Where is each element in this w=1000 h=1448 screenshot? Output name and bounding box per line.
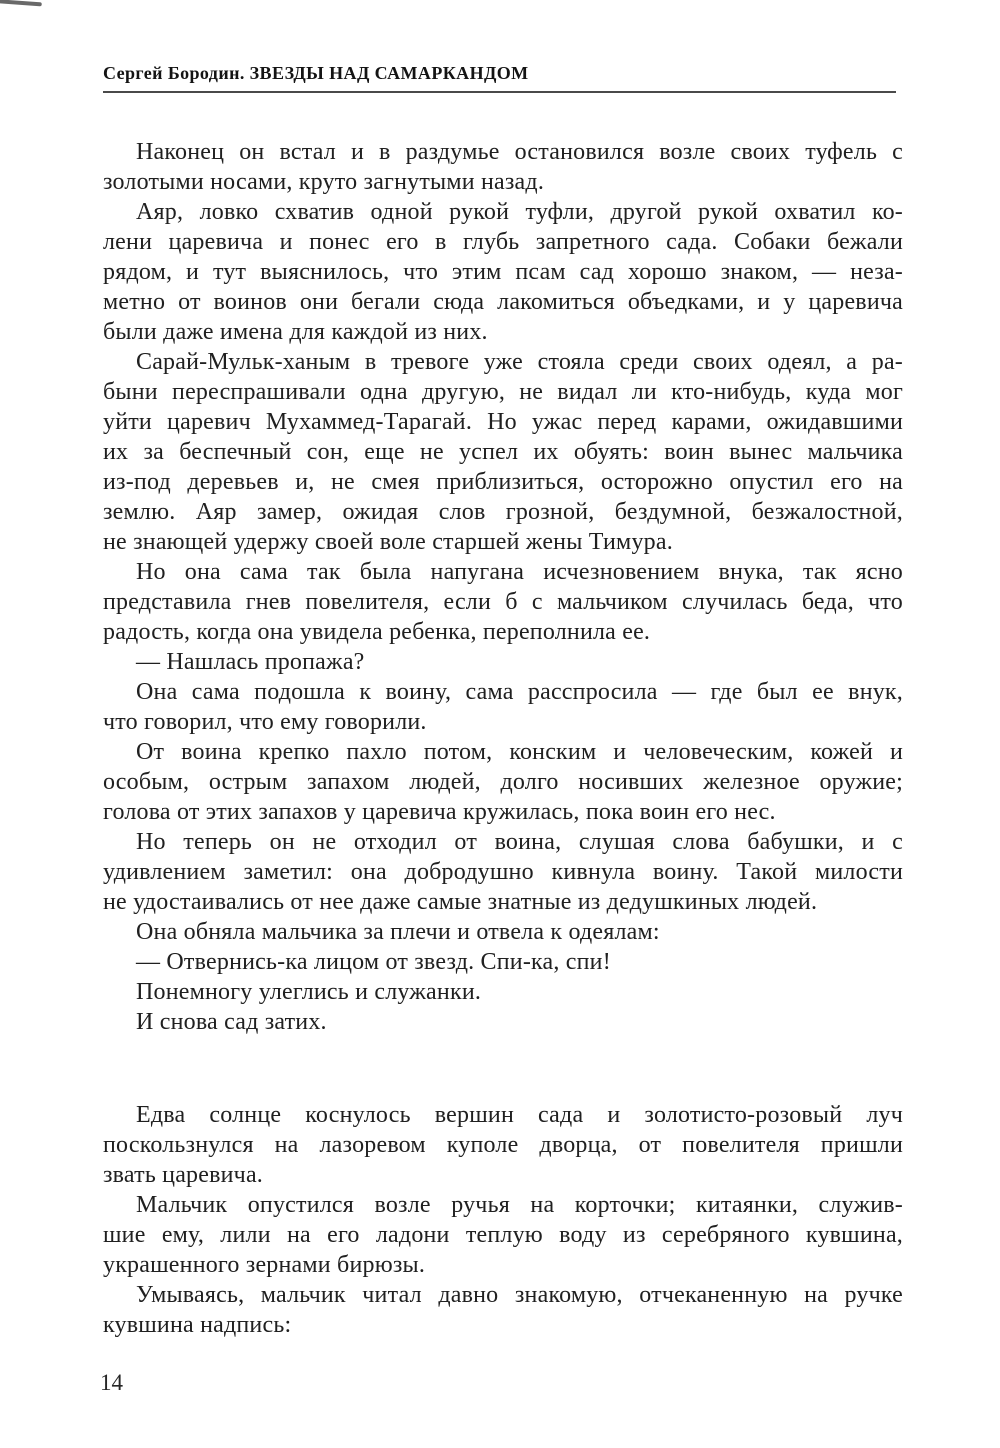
text-line: быни переспрашивали одна другую, не видал ли кто-нибудь, куда мог [103, 379, 903, 405]
text-line: Мальчик опустился возле ручья на корточки; китаянки, служив- [136, 1192, 903, 1218]
text-line: радость, когда она увидела ребенка, переполнила ее. [103, 619, 651, 645]
paragraph [103, 1280, 903, 1340]
paragraph [103, 1100, 903, 1190]
text-line: шие ему, лили на его ладони теплую воду из серебряного кувшина, [103, 1222, 903, 1248]
text-section [103, 1100, 903, 1340]
text-line: Умываясь, мальчик читал давно знакомую, отчеканенную на ручке [136, 1282, 903, 1308]
paragraph [103, 137, 903, 197]
text-line: землю. Аяр замер, ожидая слов грозной, бездумной, безжалостной, [103, 499, 903, 525]
text-line: — Отвернись-ка лицом от звезд. Спи-ка, спи! [136, 949, 611, 975]
text-line: не знающей удержу своей воле старшей жены Тимура. [103, 529, 673, 555]
text-line: лени царевича и понес его в глубь запретного сада. Собаки бежали [103, 229, 903, 255]
text-line: Она обняла мальчика за плечи и отвела к одеялам: [136, 919, 660, 945]
text-line: кувшина надпись: [103, 1312, 292, 1338]
text-line: украшенного зернами бирюзы. [103, 1252, 426, 1278]
scan-artifact [0, 0, 42, 6]
text-line: Но теперь он не отходил от воина, слушая слова бабушки, и с [136, 829, 903, 855]
running-header: Сергей Бородин. ЗВЕЗДЫ НАД САМАРКАНДОМ [103, 63, 529, 83]
paragraph [103, 677, 903, 737]
paragraph [103, 647, 903, 677]
text-line: особым, острым запахом людей, долго носивших железное оружие; [103, 769, 903, 795]
text-line: Аяр, ловко схватив одной рукой туфли, другой рукой охватил ко- [136, 199, 903, 225]
paragraph [103, 737, 903, 827]
paragraph [103, 947, 903, 977]
text-line: были даже имена для каждой из них. [103, 319, 488, 345]
paragraph [103, 917, 903, 947]
paragraph [103, 197, 903, 347]
text-line: От воина крепко пахло потом, конским и человеческим, кожей и [136, 739, 903, 765]
text-line: голова от этих запахов у царевича кружилась, пока воин его нес. [103, 799, 776, 825]
paragraph [103, 827, 903, 917]
text-block [103, 137, 903, 1340]
text-line: удивлением заметил: она добродушно кивнула воину. Такой милости [103, 859, 903, 885]
text-line: уйти царевич Мухаммед-Тарагай. Но ужас перед карами, ожидавшими [103, 409, 903, 435]
text-line: что говорил, что ему говорили. [103, 709, 427, 735]
text-line: Едва солнце коснулось вершин сада и золотисто-розовый луч [136, 1102, 903, 1128]
paragraph [103, 557, 903, 647]
text-line: не удостаивались от нее даже самые знатные из дедушкиных людей. [103, 889, 818, 915]
text-line: золотыми носами, круто загнутыми назад. [103, 169, 545, 195]
text-line: из-под деревьев и, не смея приблизиться, осторожно опустил его на [103, 469, 903, 495]
paragraph [103, 1007, 903, 1037]
paragraph [103, 1190, 903, 1280]
text-line: метно от воинов они бегали сюда лакомиться объедками, и у царевича [103, 289, 903, 315]
page-number: 14 [100, 1370, 123, 1395]
text-line: Понемногу улеглись и служанки. [136, 979, 482, 1005]
text-line: звать царевича. [103, 1162, 264, 1188]
header-divider [103, 91, 896, 93]
paragraph [103, 347, 903, 557]
text-line: Но она сама так была напугана исчезновением внука, так ясно [136, 559, 903, 585]
text-line: Сарай-Мульк-ханым в тревоге уже стояла среди своих одеял, а ра- [136, 349, 903, 375]
text-line: Она сама подошла к воину, сама расспросила — где был ее внук, [136, 679, 903, 705]
text-line: представила гнев повелителя, если б с мальчиком случилась беда, что [103, 589, 903, 615]
text-line: Наконец он встал и в раздумье остановился возле своих туфель с [136, 139, 903, 165]
paragraph [103, 977, 903, 1007]
text-section [103, 137, 903, 1037]
text-line: поскользнулся на лазоревом куполе дворца, от повелителя пришли [103, 1132, 903, 1158]
text-line: — Нашлась пропажа? [136, 649, 365, 675]
text-line: рядом, и тут выяснилось, что этим псам сад хорошо знаком, — неза- [103, 259, 903, 285]
text-line: их за беспечный сон, еще не успел их обуять: воин вынес мальчика [103, 439, 903, 465]
text-line: И снова сад затих. [136, 1009, 327, 1035]
